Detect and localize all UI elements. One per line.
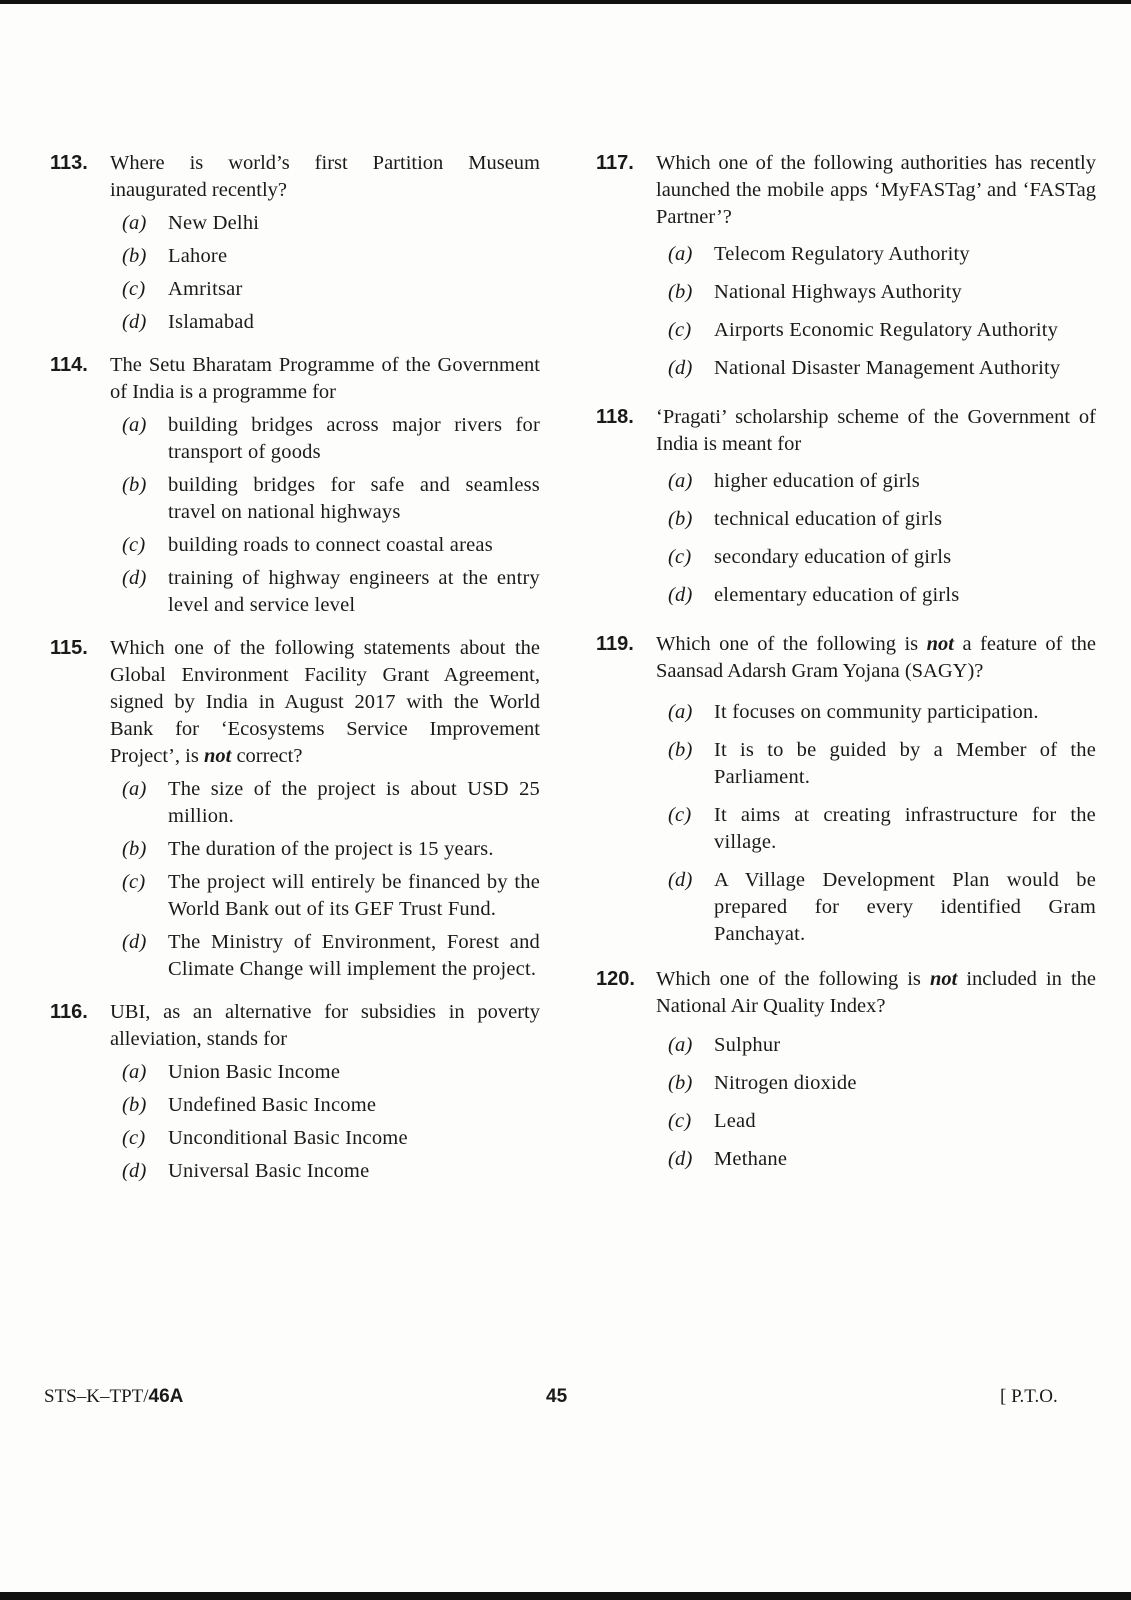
- option-text: The size of the project is about USD 25 million.: [168, 778, 540, 827]
- option-label: (d): [122, 1160, 147, 1182]
- option-c: [122, 276, 540, 303]
- option-d: [668, 1146, 1096, 1173]
- options-list: [668, 468, 1096, 609]
- option-text: building roads to connect coastal areas: [168, 534, 493, 556]
- option-d: [122, 1158, 540, 1185]
- option-label: (a): [668, 1034, 693, 1056]
- question-number: 115.: [50, 637, 88, 659]
- option-label: (d): [122, 311, 147, 333]
- question-114: [50, 352, 540, 619]
- emphasis-not: not: [203, 745, 232, 767]
- option-text: Lead: [714, 1110, 756, 1132]
- right-column: [596, 150, 1096, 1189]
- question-text-part: Which one of the following is: [656, 968, 930, 990]
- option-label: (b): [122, 245, 147, 267]
- option-label: (a): [122, 778, 147, 800]
- option-label: (a): [668, 701, 693, 723]
- scan-top-edge: [0, 0, 1131, 4]
- options-list: [122, 412, 540, 619]
- option-text: technical education of girls: [714, 508, 943, 530]
- option-text: building bridges for safe and seamless travel on national highways: [168, 474, 540, 523]
- option-label: (a): [122, 212, 147, 234]
- please-turn-over: [ P.T.O.: [1000, 1386, 1058, 1407]
- option-b: [668, 1070, 1096, 1097]
- option-c: [122, 869, 540, 923]
- question-number: 119.: [596, 633, 634, 655]
- question-number: 120.: [596, 968, 635, 990]
- question-number: 117.: [596, 152, 634, 174]
- question-number: 113.: [50, 152, 88, 174]
- option-label: (b): [122, 1094, 147, 1116]
- option-label: (c): [122, 1127, 146, 1149]
- option-d: [668, 582, 1096, 609]
- option-text: Undefined Basic Income: [168, 1094, 377, 1116]
- option-text: New Delhi: [168, 212, 260, 234]
- option-c: [668, 1108, 1096, 1135]
- left-column: [50, 150, 540, 1201]
- option-b: [668, 737, 1096, 791]
- scan-bottom-edge: [0, 1592, 1131, 1600]
- question-text: The Setu Bharatam Programme of the Government of India is a programme for: [110, 354, 540, 403]
- option-text: A Village Development Plan would be prepared for every identified Gram Panchayat.: [714, 869, 1096, 945]
- option-label: (c): [668, 804, 692, 826]
- page-number: 45: [546, 1386, 568, 1407]
- option-d: [122, 565, 540, 619]
- option-label: (d): [668, 869, 693, 891]
- option-b: [668, 279, 1096, 306]
- question-text: [656, 631, 1096, 685]
- option-label: (d): [668, 357, 693, 379]
- options-list: [668, 241, 1096, 382]
- option-a: [668, 699, 1096, 726]
- option-text: Methane: [714, 1148, 788, 1170]
- option-label: (d): [668, 584, 693, 606]
- option-label: (c): [668, 319, 692, 341]
- option-text: Sulphur: [714, 1034, 781, 1056]
- option-d: [122, 929, 540, 983]
- question-number: 116.: [50, 1001, 88, 1023]
- question-119: [596, 631, 1096, 948]
- option-label: (c): [668, 1110, 692, 1132]
- option-text: Universal Basic Income: [168, 1160, 370, 1182]
- option-label: (a): [668, 470, 693, 492]
- option-a: [122, 776, 540, 830]
- option-text: Union Basic Income: [168, 1061, 341, 1083]
- option-text: Nitrogen dioxide: [714, 1072, 857, 1094]
- option-label: (c): [668, 546, 692, 568]
- booklet-code-series: 46A: [148, 1386, 184, 1407]
- question-text-part: a feature of the Saansad Adarsh Gram Yojana (SAGY)?: [656, 633, 1096, 682]
- booklet-code-prefix: STS–K–TPT/: [44, 1386, 149, 1407]
- option-label: (a): [668, 243, 693, 265]
- option-text: It is to be guided by a Member of the Parliament.: [714, 739, 1096, 788]
- option-text: secondary education of girls: [714, 546, 952, 568]
- question-117: [596, 150, 1096, 382]
- emphasis-not: not: [929, 968, 958, 990]
- option-text: Lahore: [168, 245, 228, 267]
- option-label: (d): [122, 931, 147, 953]
- question-text: ‘Pragati’ scholarship scheme of the Government of India is meant for: [656, 406, 1096, 455]
- option-a: [122, 412, 540, 466]
- option-c: [668, 802, 1096, 856]
- option-label: (a): [122, 1061, 147, 1083]
- option-text: National Disaster Management Authority: [714, 357, 1061, 379]
- question-text: [656, 966, 1096, 1020]
- option-text: elementary education of girls: [714, 584, 960, 606]
- option-text: Unconditional Basic Income: [168, 1127, 408, 1149]
- option-b: [122, 836, 540, 863]
- option-label: (c): [122, 534, 146, 556]
- option-b: [122, 1092, 540, 1119]
- question-text-part: included in the National Air Quality Index?: [656, 968, 1096, 1017]
- option-b: [122, 243, 540, 270]
- option-b: [122, 472, 540, 526]
- option-d: [668, 355, 1096, 382]
- booklet-code: [44, 1386, 183, 1408]
- option-a: [668, 1032, 1096, 1059]
- option-d: [122, 309, 540, 336]
- option-text: Islamabad: [168, 311, 255, 333]
- option-text: training of highway engineers at the entry level and service level: [168, 567, 540, 616]
- option-text: Airports Economic Regulatory Authority: [714, 319, 1059, 341]
- question-text: Which one of the following authorities has recently launched the mobile apps ‘MyFASTag’ and ‘FASTag Partner’?: [656, 152, 1096, 228]
- option-a: [668, 241, 1096, 268]
- option-label: (c): [122, 278, 146, 300]
- option-a: [122, 210, 540, 237]
- option-label: (d): [668, 1148, 693, 1170]
- question-number: 114.: [50, 354, 88, 376]
- question-text-part: Which one of the following is: [656, 633, 927, 655]
- option-label: (b): [122, 838, 147, 860]
- option-label: (c): [122, 871, 146, 893]
- question-116: [50, 999, 540, 1185]
- question-number: 118.: [596, 406, 634, 428]
- question-115: [50, 635, 540, 983]
- option-text: The Ministry of Environment, Forest and Climate Change will implement the project.: [168, 931, 540, 980]
- option-text: It aims at creating infrastructure for the village.: [714, 804, 1096, 853]
- options-list: [122, 210, 540, 336]
- option-text: National Highways Authority: [714, 281, 962, 303]
- question-text-part: correct?: [231, 745, 303, 767]
- question-text: UBI, as an alternative for subsidies in poverty alleviation, stands for: [110, 1001, 540, 1050]
- question-text-part: Which one of the following statements about the Global Environment Facility Grant Agreement, signed by India in August 2017 with the World Bank for ‘Ecosystems Service Improvement Project’, is: [110, 637, 540, 767]
- question-120: [596, 966, 1096, 1173]
- question-118: [596, 404, 1096, 609]
- option-text: Telecom Regulatory Authority: [714, 243, 970, 265]
- options-list: [122, 1059, 540, 1185]
- options-list: [668, 1032, 1096, 1173]
- option-d: [668, 867, 1096, 948]
- options-list: [122, 776, 540, 983]
- option-label: (b): [122, 474, 147, 496]
- emphasis-not: not: [926, 633, 954, 655]
- option-label: (b): [668, 739, 693, 761]
- option-text: The project will entirely be financed by the World Bank out of its GEF Trust Fund.: [168, 871, 540, 920]
- option-label: (b): [668, 1072, 693, 1094]
- question-text: Where is world’s first Partition Museum inaugurated recently?: [110, 152, 540, 201]
- option-c: [122, 1125, 540, 1152]
- option-label: (b): [668, 508, 693, 530]
- option-b: [668, 506, 1096, 533]
- option-label: (b): [668, 281, 693, 303]
- option-c: [122, 532, 540, 559]
- option-label: (a): [122, 414, 147, 436]
- option-text: Amritsar: [168, 278, 243, 300]
- option-label: (d): [122, 567, 147, 589]
- option-a: [668, 468, 1096, 495]
- option-c: [668, 544, 1096, 571]
- option-text: building bridges across major rivers for transport of goods: [168, 414, 540, 463]
- option-text: It focuses on community participation.: [714, 701, 1039, 723]
- question-113: [50, 150, 540, 336]
- options-list: [668, 699, 1096, 948]
- option-c: [668, 317, 1096, 344]
- option-a: [122, 1059, 540, 1086]
- question-text: [110, 635, 540, 770]
- option-text: The duration of the project is 15 years.: [168, 838, 494, 860]
- option-text: higher education of girls: [714, 470, 920, 492]
